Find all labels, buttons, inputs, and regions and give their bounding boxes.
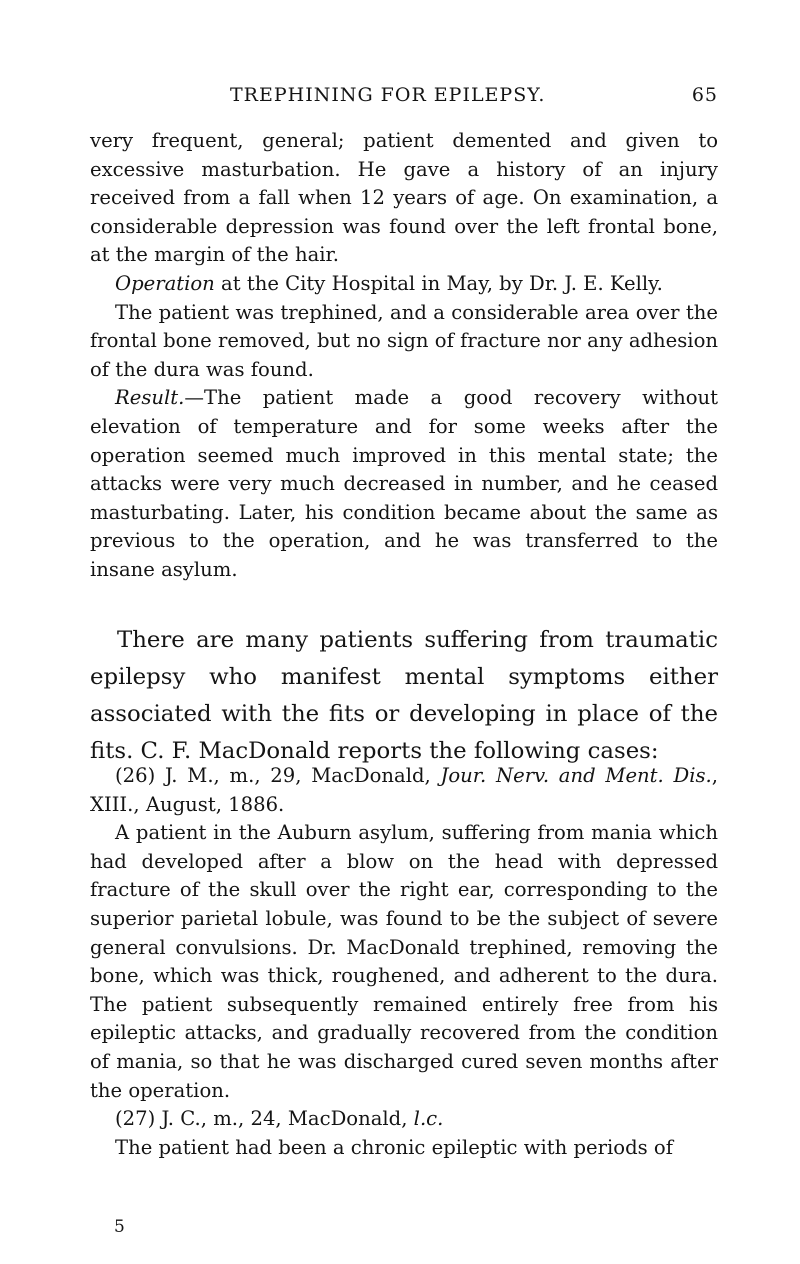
case-26-and-27-text: [90, 762, 718, 1162]
page-header: [90, 84, 718, 112]
case-25-trephination-paragraph: The patient was trephined, and a considerable area over the frontal bone removed, but no sign of fracture nor any adhesion of the dura was found.: [90, 300, 718, 381]
result-label: Result.: [115, 386, 185, 410]
running-title: TREPHINING FOR EPILEPSY.: [230, 84, 546, 106]
loc-cit: l.c.: [413, 1107, 444, 1131]
operation-label: Operation: [115, 271, 215, 295]
commentary-text: [90, 622, 718, 770]
case-27-citation-prefix: (27) J. C., m., 24, MacDonald,: [115, 1107, 414, 1131]
case-26-citation-prefix: (26) J. M., m., 29, MacDonald,: [115, 764, 441, 787]
page-number: 65: [691, 84, 718, 106]
commentary-paragraph: There are many patients suffering from traumatic epilepsy who manifest mental symptoms either associated with the fits or developing in place of the fits. C. F. MacDonald reports the following cases:: [90, 627, 718, 764]
case-27-body-paragraph: The patient had been a chronic epileptic with periods of: [115, 1135, 673, 1159]
case-25-result-paragraph: [90, 384, 718, 584]
case-25-symptoms-paragraph: very frequent, general; patient demented and given to excessive masturbation. He gave a history of an injury received from a fall when 12 years of age. On examination, a considerable depression was found over the left frontal bone, at the margin of the hair.: [90, 129, 718, 267]
case-27-citation: [90, 1105, 718, 1134]
case-26-citation-suffix: , XIII., August, 1886.: [90, 764, 718, 816]
result-text: —The patient made a good recovery without elevation of temperature and for some weeks after the operation seemed much improved in this mental state; the attacks were very much decreased in number, and he ceased masturbating. Later, his condition became about the same as previous to the operation, and he was transferred to the insane asylum.: [90, 386, 718, 581]
journal-title: Jour. Nerv. and Ment. Dis.: [440, 764, 712, 787]
case-25-operation-paragraph: [90, 270, 718, 299]
case-25-text: [90, 127, 718, 585]
operation-text: at the City Hospital in May, by Dr. J. E. Kelly.: [214, 271, 663, 295]
case-26-citation: [90, 762, 718, 819]
case-26-body-paragraph: A patient in the Auburn asylum, suffering from mania which had developed after a blow on the head with depressed fracture of the skull over the right ear, corresponding to the superior parietal lobule, was found to be the subject of severe general convulsions. Dr. MacDonald trephined, removing the bone, which was thick, roughened, and adherent to the dura. The patient subsequently remained entirely free from his epileptic attacks, and gradually recovered from the condition of mania, so that he was discharged cured seven months after the operation.: [90, 821, 718, 1102]
signature-mark: 5: [114, 1217, 125, 1237]
